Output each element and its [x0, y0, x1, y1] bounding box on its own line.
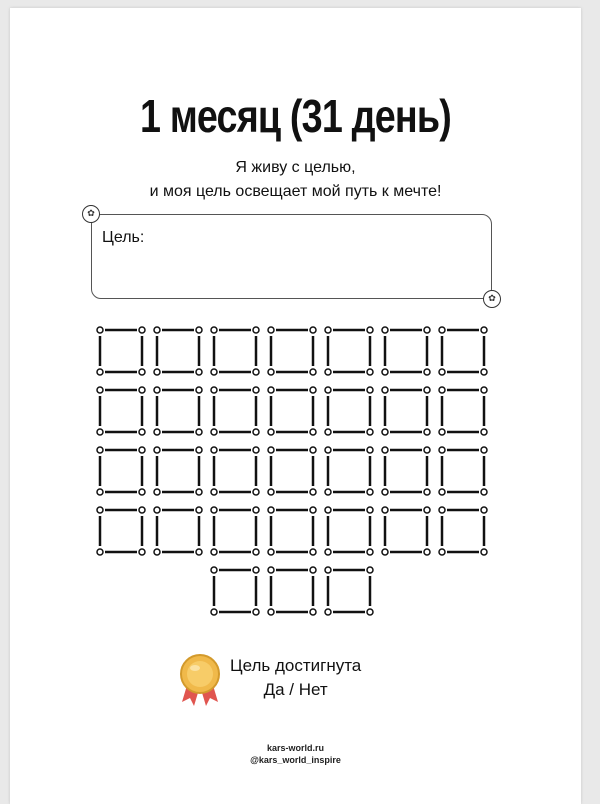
day-box-28[interactable] — [439, 507, 487, 555]
day-box-29[interactable] — [211, 567, 259, 615]
day-box-7[interactable] — [439, 327, 487, 375]
worksheet-page — [10, 8, 581, 804]
day-box-23[interactable] — [154, 507, 202, 555]
day-box-10[interactable] — [211, 387, 259, 435]
day-box-11[interactable] — [268, 387, 316, 435]
achieved-label: Цель достигнута — [230, 656, 362, 675]
goal-achieved-section — [170, 648, 430, 708]
page-title: 1 месяц (31 день) — [139, 90, 452, 142]
day-box-19[interactable] — [325, 447, 373, 495]
day-box-30[interactable] — [268, 567, 316, 615]
star-icon: ✿ — [483, 290, 501, 308]
goal-label: Цель: — [102, 229, 145, 246]
day-box-17[interactable] — [211, 447, 259, 495]
day-box-27[interactable] — [382, 507, 430, 555]
day-box-3[interactable] — [211, 327, 259, 375]
day-box-8[interactable] — [97, 387, 145, 435]
day-box-15[interactable] — [97, 447, 145, 495]
day-box-5[interactable] — [325, 327, 373, 375]
day-box-12[interactable] — [325, 387, 373, 435]
day-box-1[interactable] — [97, 327, 145, 375]
day-box-6[interactable] — [382, 327, 430, 375]
day-box-26[interactable] — [325, 507, 373, 555]
day-box-9[interactable] — [154, 387, 202, 435]
day-box-22[interactable] — [97, 507, 145, 555]
achieved-text — [230, 654, 361, 702]
day-box-4[interactable] — [268, 327, 316, 375]
medal-icon — [178, 652, 222, 708]
day-box-25[interactable] — [268, 507, 316, 555]
footer-site: kars-world.ru — [266, 743, 324, 753]
day-box-21[interactable] — [439, 447, 487, 495]
footer — [10, 742, 581, 766]
day-box-18[interactable] — [268, 447, 316, 495]
day-box-2[interactable] — [154, 327, 202, 375]
footer-handle: @kars_world_inspire — [250, 755, 341, 765]
day-box-16[interactable] — [154, 447, 202, 495]
day-box-14[interactable] — [439, 387, 487, 435]
day-box-13[interactable] — [382, 387, 430, 435]
achieved-options[interactable]: Да / Нет — [263, 680, 328, 699]
star-icon: ✿ — [82, 205, 100, 223]
day-box-24[interactable] — [211, 507, 259, 555]
day-box-31[interactable] — [325, 567, 373, 615]
motto-line-1: Я живу с целью, — [235, 159, 356, 176]
motto-line-2: и моя цель освещает мой путь к мечте! — [149, 183, 442, 200]
day-box-20[interactable] — [382, 447, 430, 495]
